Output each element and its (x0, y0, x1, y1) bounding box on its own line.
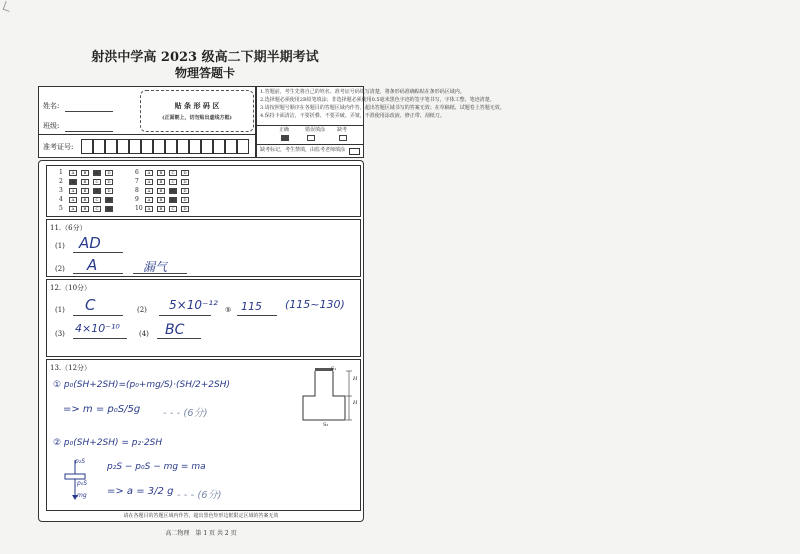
q12-heading: 12.（10分） (50, 284, 92, 292)
q13-line2[interactable]: => m = p₀S/5g (63, 404, 141, 415)
q11-part1-label: (1) (55, 242, 65, 250)
mc-option-bubble[interactable]: C (93, 197, 101, 203)
mc-option-bubble[interactable]: B (157, 188, 165, 194)
container-figure (299, 362, 359, 432)
q12-part2-label: (2) (137, 306, 147, 314)
mc-question-number: 7 (135, 178, 139, 185)
mc-option-bubble[interactable]: C (93, 170, 101, 176)
mc-option-bubble[interactable]: C (169, 197, 177, 203)
q13-line1[interactable]: ① p₀(SH+2SH)=(p₀+mg/S)·(SH/2+2SH) (53, 380, 231, 390)
mc-question-number: 4 (59, 196, 63, 203)
exam-number-cell[interactable] (93, 139, 105, 154)
q12-answer3[interactable]: 115 (241, 300, 262, 313)
exam-number-cell[interactable] (237, 139, 249, 154)
page-title: 射洪中学高 2023 级高二下期半期考试 (91, 50, 319, 65)
mc-option-bubble[interactable]: A (69, 206, 77, 212)
mc-option-bubble[interactable]: D (181, 179, 189, 185)
q12-answer3-range[interactable]: (115~130) (285, 298, 345, 311)
mc-option-bubble[interactable]: C (169, 179, 177, 185)
mc-option-bubble[interactable]: B (157, 206, 165, 212)
figure-h1-label: H (353, 376, 358, 382)
notice-line-4: 4.保持卡面清洁，不要折叠、不要弄破、弄皱，不准使用涂改液、修正带、刮纸刀。 (260, 113, 445, 119)
mc-option-bubble[interactable]: B (157, 170, 165, 176)
name-field[interactable] (65, 111, 113, 112)
mc-question-number: 8 (135, 187, 139, 194)
exam-number-cell[interactable] (165, 139, 177, 154)
mc-option-bubble[interactable]: D (105, 188, 113, 194)
q11-answer2[interactable]: A (87, 256, 98, 274)
notice-line-2: 2.选择题必须使用2B铅笔填涂；非选择题必须使用0.5毫米黑色字迹的签字笔书写，字体工整、笔迹清楚。 (260, 97, 495, 103)
mc-option-bubble[interactable]: C (93, 206, 101, 212)
q11-answer1[interactable]: AD (79, 234, 101, 252)
mc-option-bubble[interactable]: B (81, 188, 89, 194)
q11-heading: 11.（6分） (50, 224, 87, 232)
q12-part5-label: (4) (139, 330, 149, 338)
mc-option-bubble[interactable]: A (145, 197, 153, 203)
mc-option-bubble[interactable]: D (105, 170, 113, 176)
fbd-top-label: p₂S (75, 458, 86, 465)
exam-number-label: 准考证号: (43, 143, 74, 151)
corner-mark (3, 1, 13, 12)
exam-number-cell[interactable] (201, 139, 213, 154)
exam-number-cell[interactable] (141, 139, 153, 154)
q13-section (46, 359, 361, 511)
exam-number-cell[interactable] (189, 139, 201, 154)
footer-page: 高二物理 第 1 页 共 2 页 (165, 530, 237, 537)
mc-option-bubble[interactable]: B (81, 179, 89, 185)
example-wrong-label: 错误填涂 (305, 127, 326, 133)
mc-question-number: 1 (59, 169, 63, 176)
mc-option-bubble[interactable]: C (169, 170, 177, 176)
mc-option-bubble[interactable]: A (145, 170, 153, 176)
mc-option-bubble[interactable]: B (157, 179, 165, 185)
footer-warning: 请在各题目的答题区域内作答，超出黑色矩形边框限定区域的答案无效 (123, 513, 279, 519)
mc-option-bubble[interactable]: D (105, 206, 113, 212)
absent-bubble[interactable] (349, 148, 360, 155)
mc-option-bubble[interactable]: C (93, 179, 101, 185)
q11-answer2-extra[interactable]: 漏气 (143, 260, 168, 274)
exam-number-row (38, 134, 256, 158)
mc-question-number: 3 (59, 187, 63, 194)
mc-question-number: 6 (135, 169, 139, 176)
q12-part3-label: ⑤ (225, 306, 232, 314)
mc-option-bubble[interactable]: D (181, 197, 189, 203)
mc-option-bubble[interactable]: C (169, 188, 177, 194)
exam-number-cell[interactable] (153, 139, 165, 154)
class-field[interactable] (65, 131, 113, 132)
example-absent-bubble (339, 135, 347, 141)
q13-line5[interactable]: => a = 3/2 g (107, 486, 174, 497)
example-absent-label: 缺考 (337, 127, 348, 133)
figure-h2-label: H (353, 400, 358, 406)
q13-line4[interactable]: p₂S − p₀S − mg = ma (107, 462, 206, 472)
absent-note: 缺考标记，考生禁填，由监考老师填涂 (260, 147, 346, 153)
exam-number-cell[interactable] (129, 139, 141, 154)
mc-option-bubble[interactable]: A (69, 179, 77, 185)
mc-option-bubble[interactable]: B (157, 197, 165, 203)
mc-option-bubble[interactable]: A (69, 197, 77, 203)
mc-question-number: 2 (59, 178, 63, 185)
figure-s2-label: S₂ (323, 422, 329, 428)
exam-number-cell[interactable] (213, 139, 225, 154)
mc-option-bubble[interactable]: A (69, 188, 77, 194)
q13-score2: - - - (6分) (177, 490, 222, 501)
exam-number-cell[interactable] (81, 139, 93, 154)
q13-score1: - - - (6分) (163, 408, 208, 419)
fbd-bot-label: mg (77, 492, 87, 499)
q12-answer2[interactable]: 5×10⁻¹² (169, 298, 218, 312)
mc-option-bubble[interactable]: B (81, 206, 89, 212)
mc-option-bubble[interactable]: D (181, 170, 189, 176)
page-subtitle: 物理答题卡 (174, 66, 235, 80)
exam-number-cell[interactable] (225, 139, 237, 154)
mc-option-bubble[interactable]: A (69, 170, 77, 176)
mc-option-bubble[interactable]: D (105, 179, 113, 185)
mc-option-bubble[interactable]: A (145, 179, 153, 185)
q12-answer4[interactable]: 4×10⁻¹⁰ (75, 322, 120, 335)
mc-option-bubble[interactable]: D (181, 188, 189, 194)
q11-part2-label: (2) (55, 265, 65, 273)
mc-option-bubble[interactable]: C (93, 188, 101, 194)
mc-option-bubble[interactable]: D (181, 206, 189, 212)
mc-question-number: 9 (135, 196, 139, 203)
fbd-mid-label: p₀S (77, 480, 88, 487)
q13-line3[interactable]: ② p₀(SH+2SH) = p₂·2SH (53, 438, 163, 448)
q12-section (46, 279, 361, 357)
exam-number-cell[interactable] (105, 139, 117, 154)
q12-part1-label: (1) (55, 306, 65, 314)
mc-option-bubble[interactable]: B (81, 197, 89, 203)
mc-option-bubble[interactable]: A (145, 188, 153, 194)
exam-number-cell[interactable] (117, 139, 129, 154)
notice-line-1: 1.答题前，考生先将自己的姓名、准考证号码填写清楚，将条形码准确粘贴在条形码区域内。 (260, 89, 465, 95)
class-label: 班级: (43, 122, 60, 130)
barcode-title: 贴 条 形 码 区 (174, 101, 220, 110)
mc-option-bubble[interactable]: A (145, 206, 153, 212)
figure-s1-label: S₁ (331, 366, 337, 372)
mc-option-bubble[interactable]: B (81, 170, 89, 176)
barcode-area (140, 90, 254, 132)
mc-question-number: 10 (135, 205, 143, 212)
notice-box (256, 86, 505, 158)
example-correct-label: 正确 (279, 127, 290, 133)
example-wrong-bubble (307, 135, 315, 141)
example-correct-bubble (281, 135, 289, 141)
q13-heading: 13.（12分） (50, 364, 92, 372)
q11-section (46, 219, 361, 277)
mc-question-number: 5 (59, 205, 63, 212)
mc-option-bubble[interactable]: D (105, 197, 113, 203)
mc-option-bubble[interactable]: C (169, 206, 177, 212)
q12-answer5[interactable]: BC (165, 322, 185, 338)
name-label: 姓名: (43, 102, 60, 110)
q12-part4-label: (3) (55, 330, 65, 338)
q12-answer1[interactable]: C (85, 296, 96, 314)
notice-line-3: 3.请按照题号顺序在各题目的答题区域内作答，超出答题区域书写的答案无效；在草稿纸、试题卷上答题无效。 (260, 105, 505, 111)
exam-number-cell[interactable] (177, 139, 189, 154)
barcode-note: (正面朝上，切勿贴出虚线方框) (162, 115, 232, 121)
mc-section (46, 165, 361, 217)
